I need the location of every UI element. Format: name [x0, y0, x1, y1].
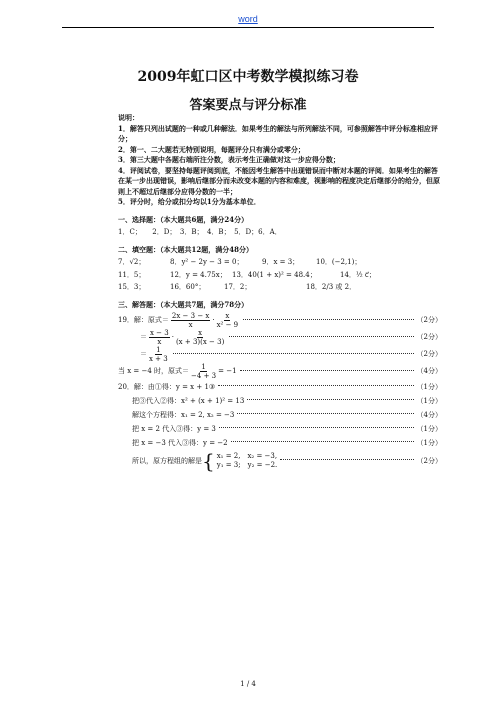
fill-answer: 12．y = 4.75x； [170, 270, 227, 279]
leader-dots [218, 385, 413, 386]
fill-answer: 9．x = 3； [262, 258, 300, 266]
score: （1分） [416, 396, 442, 405]
fill-row-3 [118, 282, 442, 293]
score: （4分） [416, 410, 442, 419]
score: （4分） [416, 367, 442, 376]
fraction: $\frac{x - 3}{x}$ [150, 329, 169, 346]
q20-step-3: 解这个方程得：x₁ = 2, x₂ = −3 （4分） [132, 410, 442, 419]
fill-row-1 [118, 257, 442, 268]
fill-answer: 11．5； [118, 270, 146, 279]
fill-answer: 17．2； [224, 283, 252, 291]
q19-step-4: 当 x = −4 时，原式＝ $\frac{1}{-4 + 3}$ = −1 （4分） [118, 363, 442, 380]
fill-answer: 10．(−2,1)； [316, 258, 362, 266]
notes-heading: 说明： [118, 113, 139, 122]
leader-dots [240, 370, 414, 371]
leader-dots [219, 427, 414, 428]
fraction: $\frac{1}{-4 + 3}$ [191, 363, 217, 380]
solve-heading: 三、解答题：（本大题共7题，满分78分） [118, 299, 249, 309]
score: （1分） [416, 382, 442, 391]
leader-dots [231, 441, 414, 442]
document-body [118, 113, 442, 472]
header-rule [62, 27, 434, 28]
fraction: $\frac{x}{\text{x² − 9}}$ [216, 312, 239, 329]
score: （1分） [416, 424, 442, 433]
fraction: $\frac{2x - 3 - x}{x}$ [171, 312, 210, 329]
note-item: 2．第一、二大题若无特别说明，每题评分只有满分或零分； [118, 144, 305, 154]
choice-answers: 1．C； 2．D； 3．B； 4．B； 5．D；6．A． [118, 228, 282, 236]
q19-label: 19．解：原式＝ [118, 316, 169, 325]
leader-dots [173, 353, 414, 354]
fill-answer: 8．y² − 2y − 3 = 0； [170, 258, 244, 266]
score: （2分） [416, 333, 442, 342]
choice-heading: 一、选择题：（本大题共6题，满分24分） [118, 214, 249, 224]
leader-dots [247, 399, 413, 400]
document-title: 2009年虹口区中考数学模拟练习卷 [137, 69, 359, 85]
fill-answer: 14．½ c⃗； [340, 270, 376, 279]
header-link[interactable]: word [238, 14, 258, 24]
q19-step-3: ＝ $\frac{1}{x + 3}$ （2分） [140, 346, 442, 363]
score: （2分） [416, 316, 442, 325]
note-item: 3．第三大题中各题右端所注分数，表示考生正确做对这一步应得分数； [118, 155, 340, 164]
fill-answer: 13．40(1 + x)² = 48.4； [232, 270, 317, 279]
q20-step-1: 20．解：由①得：y = x + 1③ （1分） [118, 382, 442, 391]
page-number: 1 / 4 [240, 680, 256, 688]
leader-dots [237, 413, 413, 414]
fill-row-2 [118, 270, 442, 281]
equation-system: { x₁ = 2, x₂ = −3, y₁ = 3; y₂ = −2. [202, 449, 278, 473]
note-item: 1．解答只列出试题的一种或几种解法．如果考生的解法与所列解法不同，可参照解答中评分标准相应评分； [118, 123, 438, 143]
score: （2分） [416, 456, 442, 465]
fill-answer: 7．√2； [118, 258, 146, 266]
q20-step-2: 把③代入②得：x² + (x + 1)² = 13 （1分） [132, 396, 442, 405]
score: （1分） [416, 438, 442, 447]
fraction: $\frac{1}{x + 3}$ [149, 346, 168, 363]
fill-heading: 二、填空题：（本大题共12题，满分48分） [118, 244, 253, 254]
left-brace: { [202, 449, 215, 473]
leader-dots [243, 319, 413, 320]
q19-step-1: 19．解：原式＝ $\frac{2x - 3 - x}{x}$ · $\frac{x}{\text{x² − 9}}$ （2分） [118, 312, 442, 329]
fill-answer: 15．3； [118, 283, 146, 291]
fraction: $\frac{x}{(x + 3)(x - 3)}$ [175, 329, 225, 346]
document-subtitle: 答案要点与评分标准 [189, 98, 307, 113]
leader-dots [229, 336, 413, 337]
q19-step-2: ＝ $\frac{x - 3}{x}$ · $\frac{x}{(x + 3)(x - 3)}$ （2分） [140, 329, 442, 346]
score: （2分） [416, 350, 442, 359]
fill-answer: 18．2/3 或 2． [306, 283, 357, 291]
fill-answer: 16．60°； [170, 283, 206, 291]
q20-step-6: 所以，原方程组的解是 { x₁ = 2, x₂ = −3, y₁ = 3; y₂ = −2. （2分） [132, 449, 442, 473]
q20-step-4: 把 x = 2 代入③得：y = 3 （1分） [132, 424, 442, 433]
leader-dots [280, 459, 413, 460]
note-item: 4．评阅试卷，要坚持每题评阅到底，不能因考生解答中出现错误而中断对本题的评阅．如果考生的解答在某一步出现错误，影响后继部分而未改变本题的内容和难度，视影响的程度决定后继部分的给分，但原则上不超过后继部分应得分数的一半； [118, 165, 440, 196]
q20-step-5: 把 x = −3 代入③得：y = −2 （1分） [132, 438, 442, 447]
note-item: 5．评分时，给分或扣分均以1分为基本单位． [118, 197, 261, 206]
